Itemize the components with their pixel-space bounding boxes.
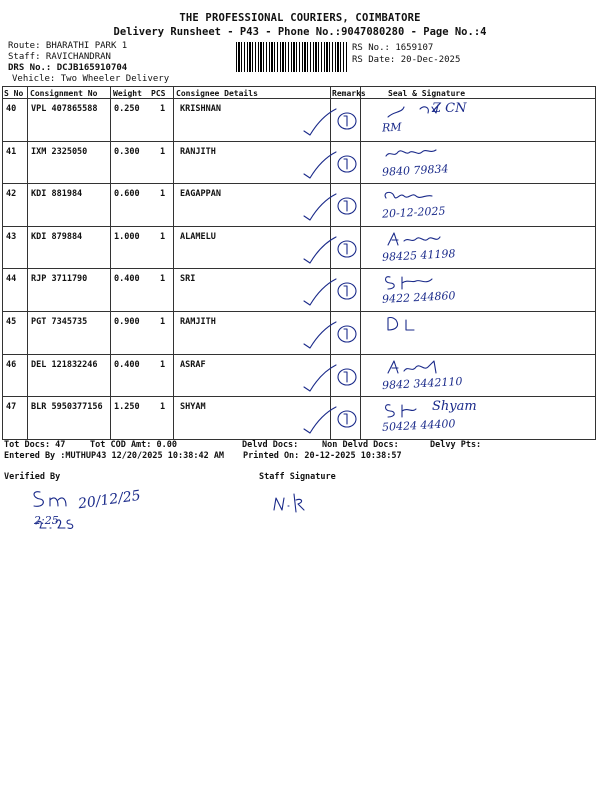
row-consignee-name: RANJITH <box>180 146 216 157</box>
tick-mark <box>304 322 336 348</box>
row-weight: 0.900 <box>114 317 140 327</box>
col-header-consignee: Consignee Details <box>176 89 258 98</box>
tick-mark <box>304 152 336 178</box>
tick-mark <box>304 365 336 391</box>
delivered-docs: Delvd Docs: <box>242 440 299 450</box>
table-row <box>2 269 596 312</box>
printed-on: Printed On: 20-12-2025 10:38:57 <box>243 451 402 461</box>
handwritten-phone: 50424 44400 <box>381 417 456 435</box>
total-cod-amount: Tot COD Amt: 0.00 <box>90 440 177 450</box>
row-consignment-no: IXM 2325050 <box>31 146 88 157</box>
row-consignment-no: KDI 881984 <box>31 189 83 200</box>
row-pcs: 1 <box>160 402 166 413</box>
table-row <box>2 355 596 398</box>
row-consignee-name: SHYAM <box>180 402 206 413</box>
row-pcs: 1 <box>160 104 166 114</box>
signature-scribble <box>380 146 520 166</box>
remarks-tick-stamp <box>302 361 362 395</box>
row-sno: 46 <box>6 359 17 370</box>
row-sno: 45 <box>6 317 17 327</box>
row-consignee-name: ASRAF <box>180 359 206 370</box>
verified-time-handwritten: 2:25 <box>34 514 59 527</box>
row-weight: 0.250 <box>114 104 140 114</box>
row-weight: 1.000 <box>114 231 140 242</box>
signature-stroke <box>385 193 432 199</box>
verified-by-label: Verified By <box>4 472 61 482</box>
row-pcs: 1 <box>160 146 166 157</box>
row-consignment-no: VPL 407865588 <box>31 104 98 114</box>
handwritten-phone: 9422 244860 <box>381 289 456 307</box>
signature-scribble <box>380 316 520 336</box>
remarks-tick-stamp <box>302 190 362 224</box>
handwritten-phone: 98425 41198 <box>381 246 456 264</box>
drs-label: DRS No.: DCJB165910704 <box>8 63 128 73</box>
table-top-border <box>2 86 596 87</box>
row-consignee-name: RAMJITH <box>180 317 216 327</box>
row-pcs: 1 <box>160 231 166 242</box>
table-row <box>2 184 596 227</box>
remarks-tick-stamp <box>302 318 362 352</box>
signature-stroke <box>386 277 433 289</box>
delivery-points: Delvy Pts: <box>430 440 482 450</box>
col-header-weight: Weight <box>113 89 142 98</box>
row-sno: 42 <box>6 189 17 200</box>
tick-mark <box>304 279 336 305</box>
signature-scribble <box>380 188 520 208</box>
handwritten-phone: 9842 3442110 <box>381 374 463 392</box>
row-pcs: 1 <box>160 359 166 370</box>
remarks-tick-stamp <box>302 275 362 309</box>
tick-mark <box>304 237 336 263</box>
barcode-image <box>236 42 348 72</box>
table-row <box>2 397 596 440</box>
remarks-tick-stamp <box>302 233 362 267</box>
row-consignee-name: KRISHNAN <box>180 104 221 114</box>
remarks-tick-stamp <box>302 148 362 182</box>
vehicle-label: Vehicle: Two Wheeler Delivery <box>12 74 170 84</box>
tick-mark <box>304 407 336 433</box>
remarks-tick-stamp <box>302 105 362 139</box>
tick-mark <box>304 194 336 220</box>
table-row <box>2 312 596 355</box>
handwritten-phone: 20-12-2025 <box>381 204 446 221</box>
row-consignee-name: EAGAPPAN <box>180 189 221 200</box>
staff-label: Staff: RAVICHANDRAN <box>8 52 111 62</box>
row-consignment-no: PGT 7345735 <box>31 317 88 327</box>
signature-stroke <box>388 105 438 117</box>
table-row <box>2 142 596 185</box>
signature-stroke <box>386 150 436 156</box>
handwritten-name: Shyam <box>432 399 477 415</box>
row-weight: 0.400 <box>114 274 140 285</box>
total-docs: Tot Docs: 47 <box>4 440 66 450</box>
row-weight: 0.600 <box>114 189 140 200</box>
table-row <box>2 99 596 142</box>
row-pcs: 1 <box>160 274 166 285</box>
staff-signature-label: Staff Signature <box>259 472 336 482</box>
row-weight: 0.300 <box>114 146 140 157</box>
row-consignee-name: ALAMELU <box>180 231 216 242</box>
handwritten-name: Z CN <box>432 101 467 116</box>
entered-by: Entered By :MUTHUP43 12/20/2025 10:38:42 AM <box>4 451 225 461</box>
row-consignment-no: BLR 5950377156 <box>31 402 103 413</box>
table-row <box>2 227 596 270</box>
signature-stroke <box>388 318 414 331</box>
row-sno: 44 <box>6 274 17 285</box>
row-sno: 43 <box>6 231 17 242</box>
col-header-consignment: Consignment No <box>30 89 98 98</box>
row-sno: 41 <box>6 146 17 157</box>
rs-number: RS No.: 1659107 <box>352 43 434 53</box>
runsheet-subtitle: Delivery Runsheet - P43 - Phone No.:9047080280 - Page No.:4 <box>113 26 487 38</box>
row-consignment-no: KDI 879884 <box>31 231 83 242</box>
col-header-remarks: Remarks <box>332 89 366 98</box>
row-sno: 47 <box>6 402 17 413</box>
row-weight: 0.400 <box>114 359 140 370</box>
route-label: Route: BHARATHI PARK 1 <box>8 41 128 51</box>
col-header-sno: S No <box>4 89 24 98</box>
non-delivered-docs: Non Delvd Docs: <box>322 440 399 450</box>
row-sno: 40 <box>6 104 17 114</box>
row-consignee-name: SRI <box>180 274 196 285</box>
row-pcs: 1 <box>160 317 166 327</box>
rs-date: RS Date: 20-Dec-2025 <box>352 55 461 65</box>
signature-stroke <box>386 405 417 417</box>
remarks-tick-stamp <box>302 403 362 437</box>
row-pcs: 1 <box>160 189 166 200</box>
handwritten-phone: RM <box>381 120 402 135</box>
signature-stroke <box>388 233 440 245</box>
row-consignment-no: DEL 121832246 <box>31 359 98 370</box>
row-consignment-no: RJP 3711790 <box>31 274 88 285</box>
company-title: THE PROFESSIONAL COURIERS, COIMBATORE <box>179 12 421 24</box>
staff-signature-image <box>272 488 332 518</box>
handwritten-phone: 9840 79834 <box>381 161 449 179</box>
tick-mark <box>304 109 336 135</box>
col-header-seal: Seal & Signature <box>388 89 466 98</box>
row-weight: 1.250 <box>114 402 140 413</box>
col-header-pcs: PCS <box>151 89 166 98</box>
signature-stroke <box>388 361 436 373</box>
verified-date-handwritten: 20/12/25 <box>77 487 142 513</box>
